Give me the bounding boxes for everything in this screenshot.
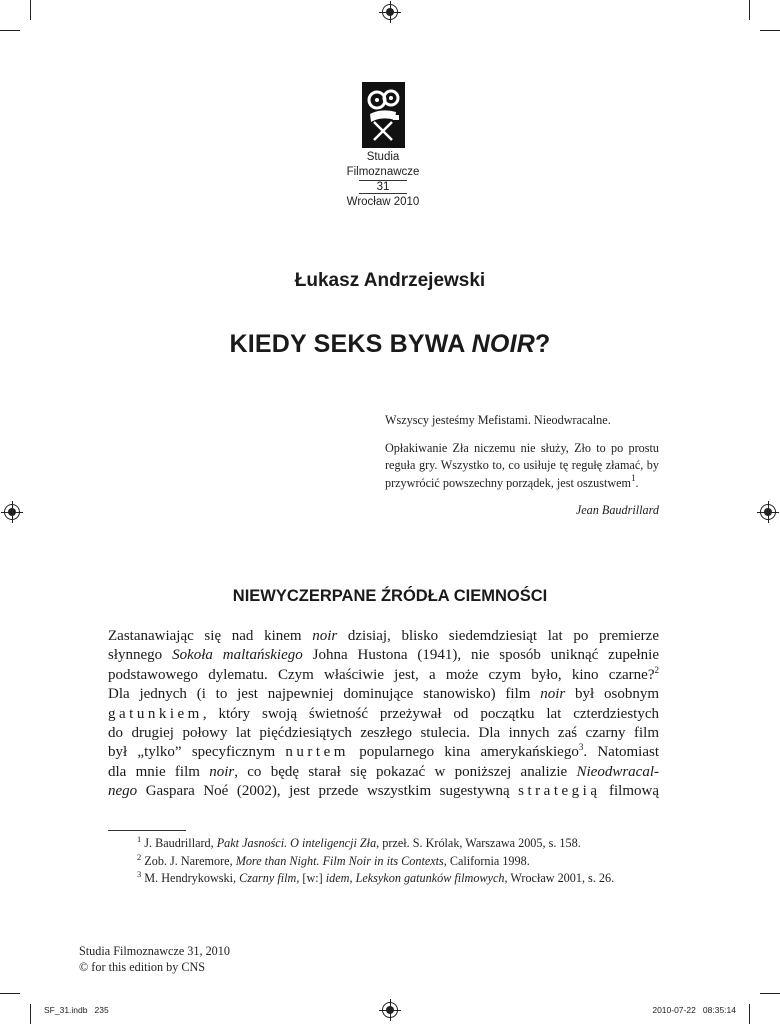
copyright-notice (79, 944, 230, 975)
crop-mark (749, 0, 750, 20)
footnotes (108, 835, 659, 888)
epigraph (385, 412, 659, 530)
footnote-divider (108, 830, 186, 831)
text-line: dla mnie film noir, co będę starał się pokazać w poniższej analizie Nieodwracal- (108, 763, 659, 780)
footnote-2: $^2$ Zob. J. Naremore, More than Night. Film Noir in its Contexts, California 1998. (137, 851, 530, 868)
journal-info (290, 150, 476, 210)
journal-issue-number: 31 (359, 180, 408, 194)
footnote-3: $^3$ M. Hendrykowski, Czarny film, [w:] idem, Leksykon gatunków filmowych, Wrocław 2001, s. 26. (137, 869, 615, 885)
journal-place-year: Wrocław 2010 (346, 196, 420, 208)
copyright-line: © for this edition by CNS (79, 959, 206, 974)
epigraph-line: Wszyscy jesteśmy Mefistami. Nieodwracalne. (385, 413, 611, 427)
body-paragraph (108, 627, 659, 802)
crop-mark (30, 1004, 31, 1024)
print-slug-datetime: 2010-07-22 08:35:14 (652, 1005, 736, 1015)
copyright-line: Studia Filmoznawcze 31, 2010 (79, 944, 230, 958)
text-line: do drugiej połowy lat pięćdziesiątych zeszłego stulecia. Dla innych zaś czarny film (108, 725, 659, 742)
crop-mark (0, 30, 20, 31)
text-line: podstawowego dylematu. Czym właściwie jest, a może czym było, kino czarne?$^2$ (108, 664, 659, 683)
crop-mark (760, 30, 780, 31)
article-title: KIEDY SEKS BYWA NOIR? (229, 330, 551, 358)
crop-mark (0, 993, 20, 994)
journal-name-line2: Filmoznawcze (346, 166, 420, 178)
text-line: Dla jednych (i to jest najpewniej dominujące stanowisko) film noir był osobnym (108, 686, 659, 703)
journal-name-line1: Studia (366, 151, 400, 163)
article-author: Łukasz Andrzejewski (294, 270, 486, 291)
epigraph-signature: Jean Baudrillard (575, 503, 659, 518)
section-heading: NIEWYCZERPANE ŹRÓDŁA CIEMNOŚCI (232, 587, 548, 605)
registration-mark-icon (4, 504, 20, 520)
text-line: gatunkiem, który swoją świetność przeżywał od początku lat czterdziestych (108, 705, 659, 722)
registration-mark-icon (382, 1002, 398, 1018)
text-line: nego Gaspara Noé (2002), jest przede wszystkim sugestywną strategią filmową (108, 783, 659, 800)
crop-mark (760, 993, 780, 994)
print-slug-file: SF_31.indb 235 (44, 1005, 109, 1015)
film-reel-logo-icon (362, 82, 405, 148)
text-line: słynnego Sokoła maltańskiego Johna Hustona (1941), nie sposób uniknąć zupełnie (108, 647, 659, 664)
text-line: Zastanawiając się nad kinem noir dzisiaj, blisko siedemdziesiąt lat po premierze (108, 628, 659, 644)
footnote-1: $^1$ J. Baudrillard, Pakt Jasności. O inteligencji Zła, przeł. S. Królak, Warszawa 2005, s. 158. (137, 834, 581, 850)
text-line: był „tylko” specyficznym nurtem popularnego kina amerykańskiego$^3$. Natomiast (108, 742, 659, 761)
registration-mark-icon (382, 4, 398, 20)
footnote-ref: 1 (631, 472, 636, 483)
crop-mark (749, 1004, 750, 1024)
epigraph-paragraph: Opłakiwanie Zła niczemu nie służy, Zło to po prostu reguła gry. Wszystko to, co usiłuje tę regułę złamać, by przywrócić powszechny porządek, jest oszustwem$^1$. (385, 440, 659, 490)
crop-mark (30, 0, 31, 20)
registration-mark-icon (760, 504, 776, 520)
